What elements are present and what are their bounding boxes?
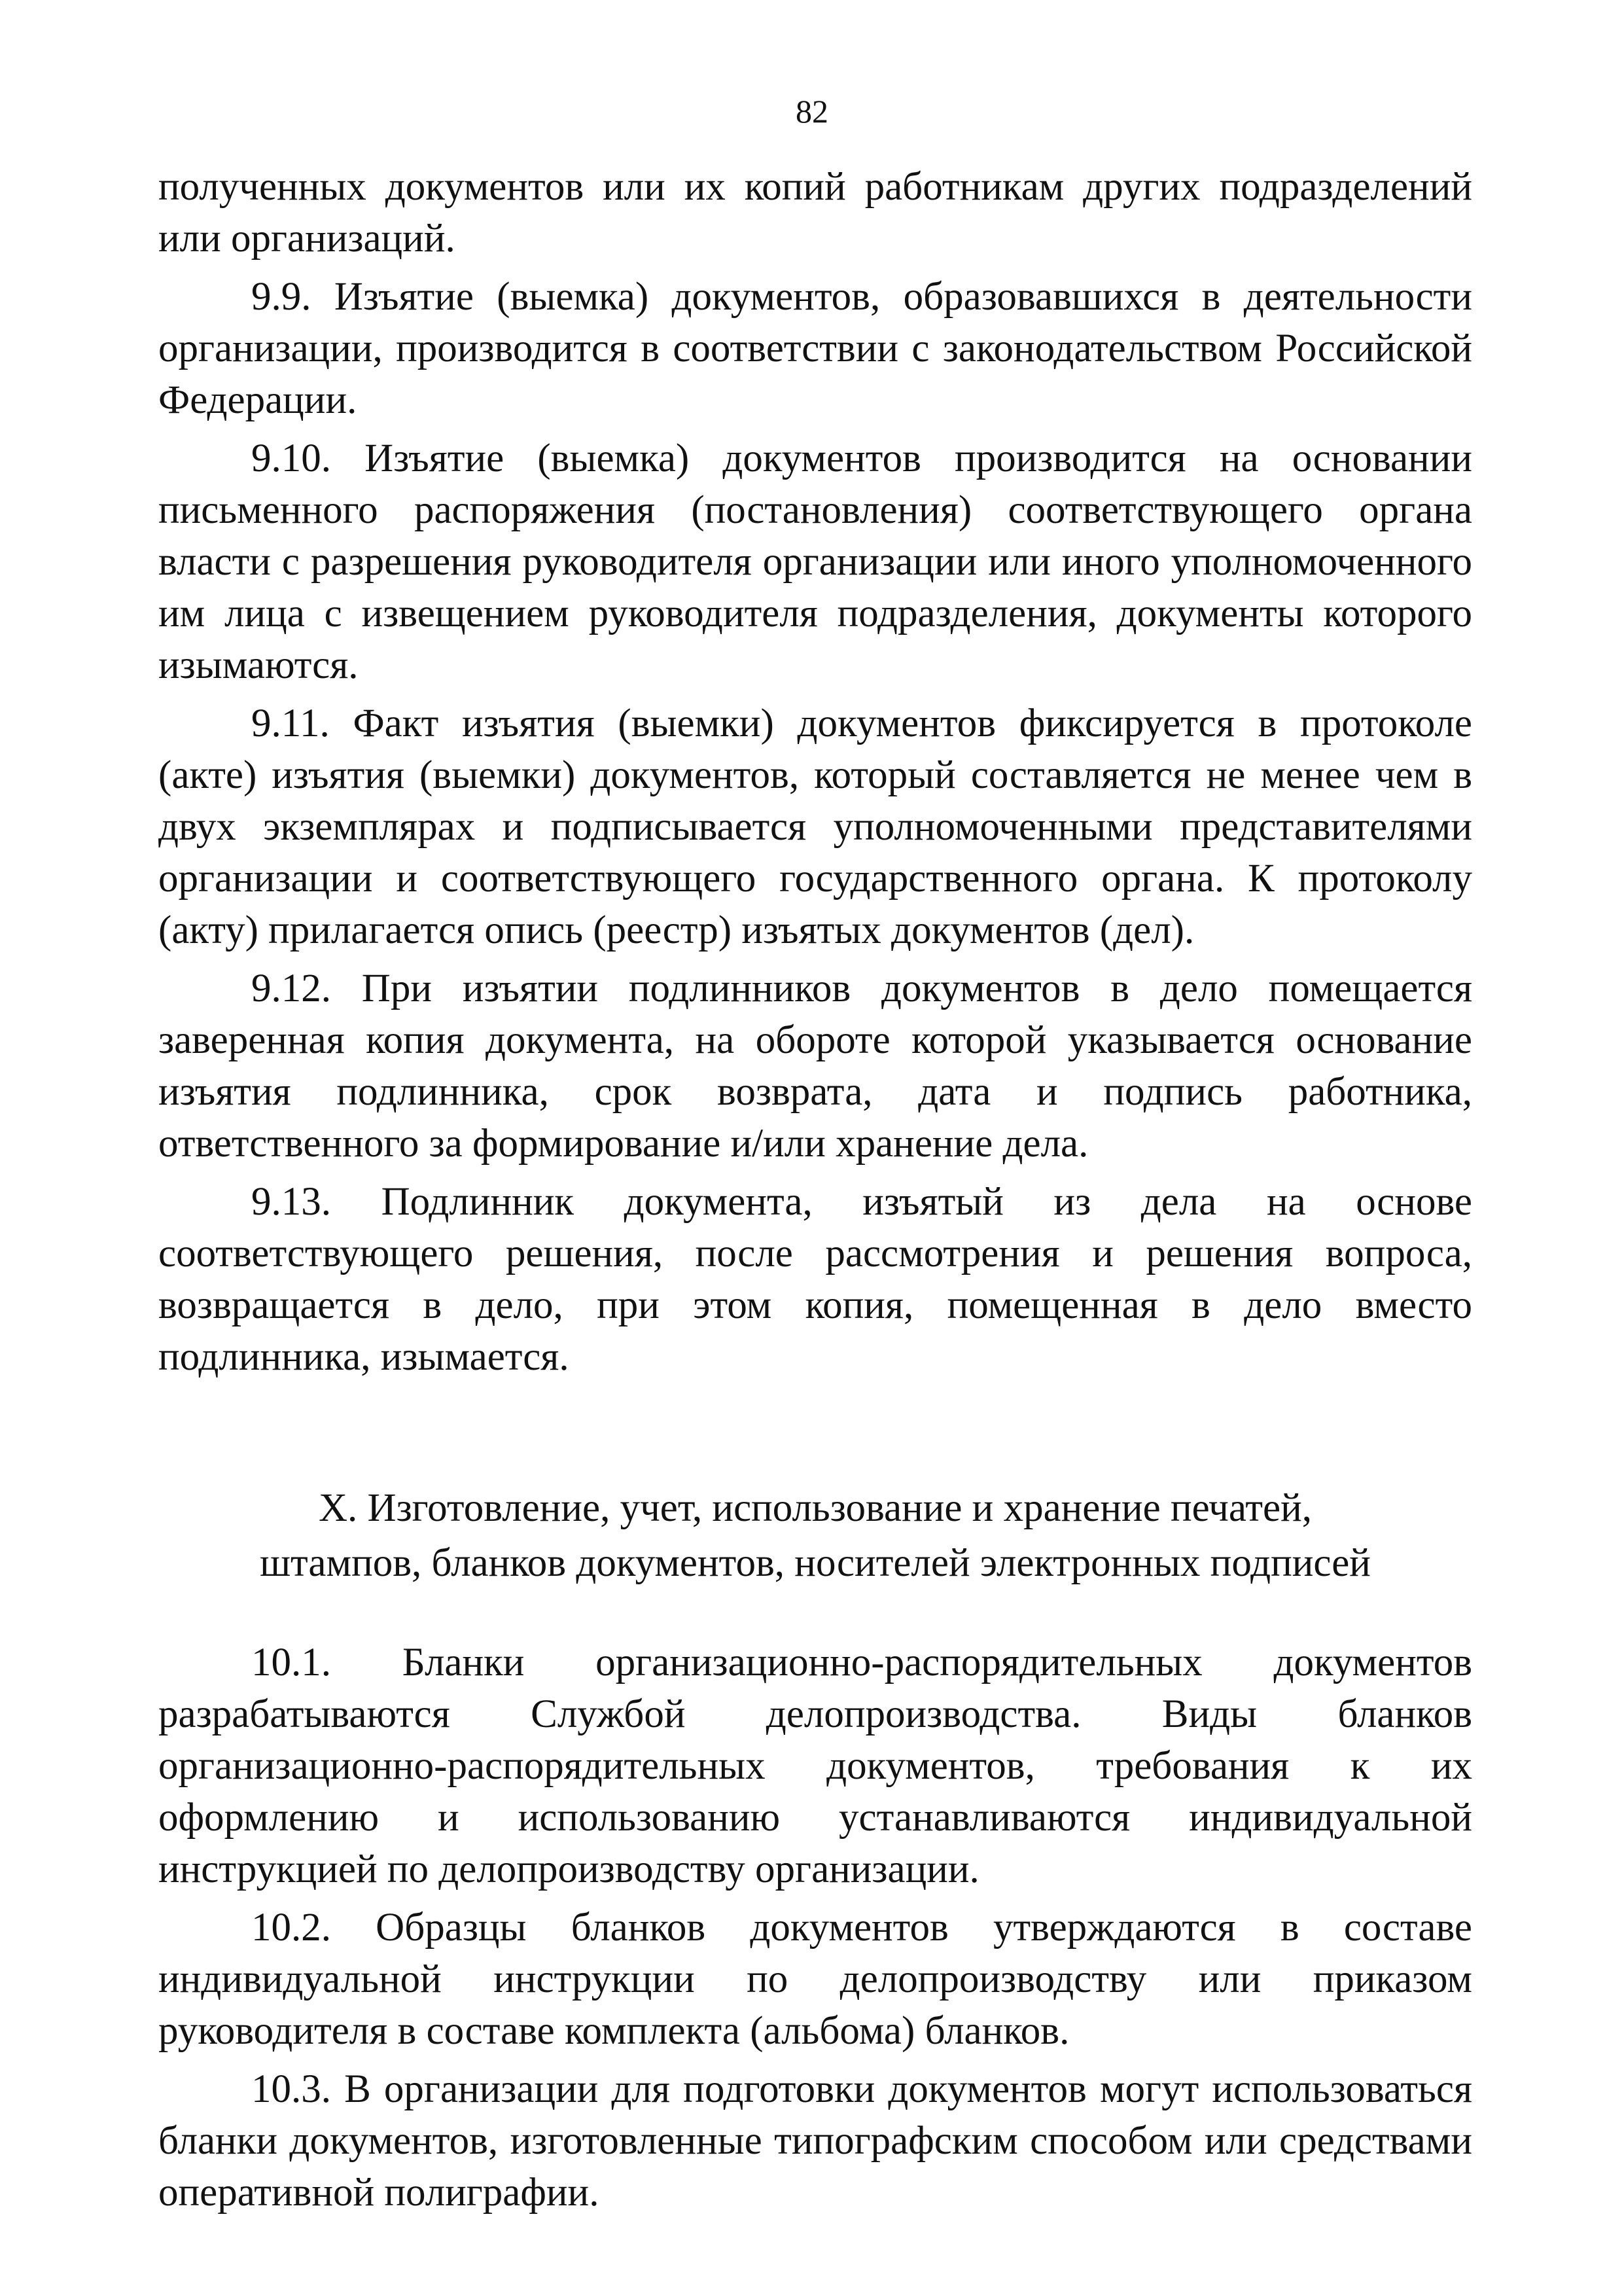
paragraph-9-11: 9.11. Факт изъятия (выемки) документов фиксируется в протоколе (акте) изъятия (выемки) документов, который составляется не менее чем в двух экземплярах и подписывается уполномоченными представителями организации и соответствующего государственного органа. К протоколу (акту) прилагается опись (реестр) изъятых документов (дел). — [158, 702, 1472, 952]
paragraph-continuation: полученных документов или их копий работникам других подразделений или организаций. — [158, 165, 1472, 260]
paragraph-9-10: 9.10. Изъятие (выемка) документов производится на основании письменного распоряжения (постановления) соответствующего органа власти с разрешения руководителя организации или иного уполномоченного им лица с извещением руководителя подразделения, документы которого изымаются. — [158, 436, 1472, 687]
paragraph-10-2: 10.2. Образцы бланков документов утверждаются в составе индивидуальной инструкции по делопроизводству или приказом руководителя в составе комплекта (альбома) бланков. — [158, 1906, 1472, 2053]
paragraph-9-9: 9.9. Изъятие (выемка) документов, образовавшихся в деятельности организации, производится в соответствии с законодательством Российской Федерации. — [158, 275, 1472, 422]
paragraph-9-13: 9.13. Подлинник документа, изъятый из дела на основе соответствующего решения, после рассмотрения и решения вопроса, возвращается в дело, при этом копия, помещенная в дело вместо подлинника, изымается. — [158, 1180, 1472, 1379]
page-number: 82 — [796, 93, 828, 130]
document-body — [158, 161, 1472, 2218]
section-heading — [158, 1481, 1472, 1591]
section-heading-line-1: X. Изготовление, учет, использование и хранение печатей, — [318, 1486, 1312, 1530]
paragraph-9-12: 9.12. При изъятии подлинников документов в дело помещается заверенная копия документа, на обороте которой указывается основание изъятия подлинника, срок возврата, дата и подпись работника, ответственного за формирование и/или хранение дела. — [158, 967, 1472, 1165]
paragraph-10-3: 10.3. В организации для подготовки документов могут использоваться бланки документов, изготовленные типографским способом или средствами оперативной полиграфии. — [158, 2067, 1472, 2215]
section-heading-line-2: штампов, бланков документов, носителей электронных подписей — [260, 1541, 1371, 1585]
paragraph-10-1: 10.1. Бланки организационно-распорядительных документов разрабатываются Службой делопроизводства. Виды бланков организационно-распорядительных документов, требования к их оформлению и использованию устанавливаются индивидуальной инструкцией по делопроизводству организации. — [158, 1641, 1472, 1891]
